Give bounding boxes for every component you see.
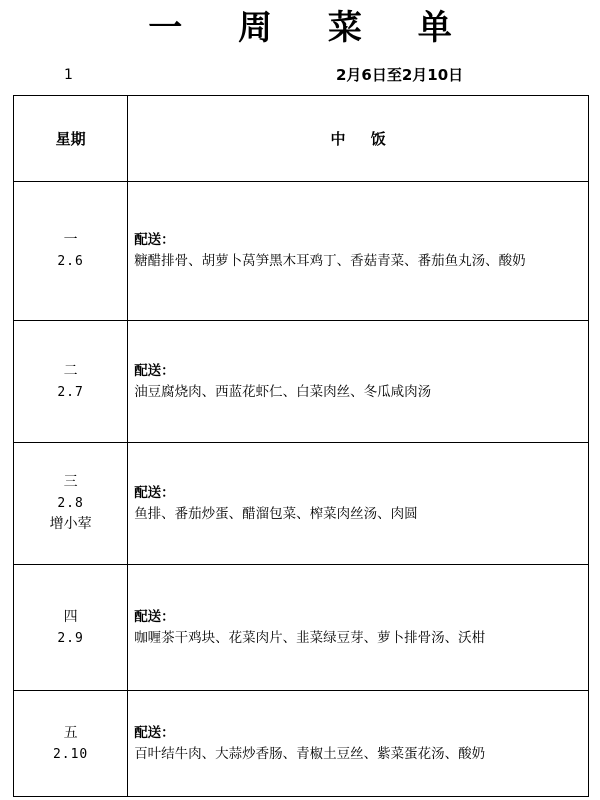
delivery-label: 配送： bbox=[134, 362, 175, 379]
dish-list: 油豆腐烧肉、西蓝花虾仁、白菜肉丝、冬瓜咸肉汤 bbox=[134, 383, 432, 400]
delivery-label: 配送： bbox=[134, 232, 175, 248]
delivery-label: 配送： bbox=[134, 724, 175, 741]
date-range: 2月6日至2月10日 bbox=[336, 66, 464, 84]
dish-list: 鱼排、番茄炒蛋、醋溜包菜、榨菜肉丝汤、肉圆 bbox=[134, 505, 418, 522]
dish-list: 糖醋排骨、胡萝卜莴笋黑木耳鸡丁、香菇青菜、番茄鱼丸汤、酸奶 bbox=[134, 253, 526, 269]
lunch-cell bbox=[128, 443, 589, 565]
weekday: 一 bbox=[63, 232, 78, 248]
page-title: 一 周 菜 单 bbox=[148, 8, 474, 48]
day-date: 2.7 bbox=[57, 384, 84, 400]
day-note: 增小荤 bbox=[49, 516, 92, 532]
weekday: 四 bbox=[63, 608, 78, 625]
weekday: 三 bbox=[63, 474, 78, 490]
table-row bbox=[14, 443, 589, 565]
table-row bbox=[14, 691, 589, 797]
day-cell bbox=[14, 443, 128, 565]
day-cell bbox=[14, 691, 128, 797]
dish-list: 百叶结牛肉、大蒜炒香肠、青椒土豆丝、紫菜蛋花汤、酸奶 bbox=[134, 745, 486, 762]
lunch-cell bbox=[128, 321, 589, 443]
day-date: 2.9 bbox=[57, 630, 84, 646]
table-row bbox=[14, 321, 589, 443]
lunch-cell bbox=[128, 565, 589, 691]
day-cell bbox=[14, 321, 128, 443]
day-date: 2.6 bbox=[57, 254, 84, 269]
lunch-cell bbox=[128, 691, 589, 797]
lunch-cell bbox=[128, 182, 589, 321]
header-day: 星期 bbox=[14, 96, 128, 182]
weekday: 五 bbox=[63, 724, 78, 741]
day-cell bbox=[14, 565, 128, 691]
table-row bbox=[14, 565, 589, 691]
weekday: 二 bbox=[63, 362, 78, 379]
page-number: 1 bbox=[64, 67, 73, 83]
header-lunch: 中 饭 bbox=[128, 96, 589, 182]
table-header-row bbox=[14, 96, 589, 182]
day-cell bbox=[14, 182, 128, 321]
delivery-label: 配送： bbox=[134, 484, 175, 501]
weekly-menu-table bbox=[13, 95, 589, 797]
dish-list: 咖喱茶干鸡块、花菜肉片、韭菜绿豆芽、萝卜排骨汤、沃柑 bbox=[134, 629, 486, 646]
table-row bbox=[14, 182, 589, 321]
day-date: 2.10 bbox=[52, 746, 89, 762]
day-date: 2.8 bbox=[57, 496, 84, 511]
delivery-label: 配送： bbox=[134, 608, 175, 625]
